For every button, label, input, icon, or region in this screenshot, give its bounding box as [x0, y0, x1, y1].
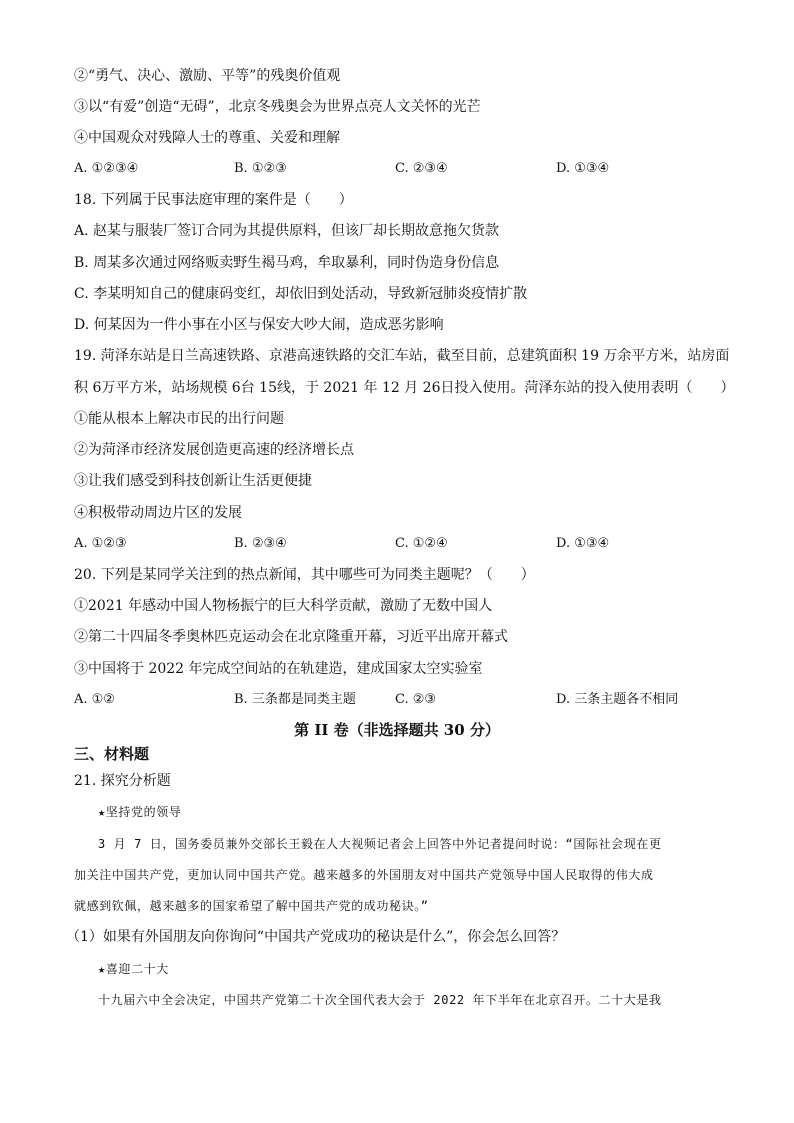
q20-stem: 20. 下列是某同学关注到的热点新闻，其中哪些可为同类主题呢？（ ） [74, 567, 535, 583]
q20-option-c[interactable]: C. ②③ [395, 692, 437, 707]
q17-item-2: ②“勇气、决心、激励、平等”的残奥价值观 [74, 68, 341, 84]
q21-material-1-heading: ★坚持党的领导 [98, 805, 182, 819]
q17-item-3: ③以“有爱”创造“无碍”，北京冬残奥会为世界点亮人文关怀的光芒 [74, 99, 481, 115]
q19-item-2: ②为菏泽市经济发展创造更高速的经济增长点 [74, 442, 354, 458]
q19-item-1: ①能从根本上解决市民的出行问题 [74, 411, 284, 427]
q19-option-b[interactable]: B. ②③④ [234, 536, 287, 551]
q17-item-4: ④中国观众对残障人士的尊重、关爱和理解 [74, 130, 340, 146]
q18-option-c[interactable]: C. 李某明知自己的健康码变红，却依旧到处活动，导致新冠肺炎疫情扩散 [74, 286, 528, 302]
q20-item-2: ②第二十四届冬季奥林匹克运动会在北京隆重开幕，习近平出席开幕式 [74, 629, 508, 645]
q21-material-1-line-1: 3 月 7 日，国务委员兼外交部长王毅在人大视频记者会上回答中外记者提问时说：“国际社会现在更 [98, 837, 662, 851]
q19-option-d[interactable]: D. ①③④ [556, 536, 610, 551]
q20-option-d[interactable]: D. 三条主题各不相同 [556, 692, 679, 707]
q19-item-4: ④积极带动周边片区的发展 [74, 505, 242, 521]
q17-option-c[interactable]: C. ②③④ [395, 161, 448, 176]
q19-option-c[interactable]: C. ①②④ [395, 536, 448, 551]
q19-item-3: ③让我们感受到科技创新让生活更便捷 [74, 473, 312, 489]
q18-option-a[interactable]: A. 赵某与服装厂签订合同为其提供原料，但该厂却长期故意拖欠货款 [74, 223, 500, 239]
q18-option-d[interactable]: D. 何某因为一件小事在小区与保安大吵大闹，造成恶劣影响 [74, 317, 444, 333]
q21-material-1-line-2: 加关注中国共产党，更加认同中国共产党。越来越多的外国朋友对中国共产党领导中国人民取得的伟大成 [74, 868, 654, 882]
q21-material-2-heading: ★喜迎二十大 [98, 962, 169, 976]
q20-option-a[interactable]: A. ①② [74, 692, 115, 707]
q18-stem: 18. 下列属于民事法庭审理的案件是（ ） [74, 192, 353, 208]
q20-item-1: ①2021 年感动中国人物杨振宁的巨大科学贡献，激励了无数中国人 [74, 598, 493, 614]
q17-option-a[interactable]: A. ①②③④ [74, 161, 139, 176]
q21-material-2-line-1: 十九届六中全会决定，中国共产党第二十次全国代表大会于 2022 年下半年在北京召开。二十大是我 [98, 993, 662, 1007]
q19-stem-line-2: 积 6万平方米，站场规模 6台 15线，于 2021 年 12 月 26日投入使用。菏泽东站的投入使用表明（ ） [74, 380, 735, 396]
q20-option-b[interactable]: B. 三条都是同类主题 [234, 692, 356, 707]
q18-option-b[interactable]: B. 周某多次通过网络贩卖野生褐马鸡，牟取暴利，同时伪造身份信息 [74, 255, 500, 271]
q19-stem-line-1: 19. 菏泽东站是日兰高速铁路、京港高速铁路的交汇车站，截至目前，总建筑面积 19 万余平方米，站房面 [74, 348, 730, 364]
q19-option-a[interactable]: A. ①②③ [74, 536, 127, 551]
part-heading: 三、材料题 [74, 745, 150, 763]
q17-option-d[interactable]: D. ①③④ [556, 161, 610, 176]
q21-sub-question-1: （1）如果有外国朋友向你询问“中国共产党成功的秘诀是什么”，你会怎么回答？ [66, 929, 566, 945]
q21-material-1-line-3: 就感到钦佩，越来越多的国家希望了解中国共产党的成功秘诀。” [74, 899, 429, 913]
section-title: 第 II 卷（非选择题共 30 分） [294, 721, 500, 739]
q17-option-b[interactable]: B. ①②③ [234, 161, 287, 176]
q21-title: 21. 探究分析题 [74, 773, 171, 789]
q20-item-3: ③中国将于 2022 年完成空间站的在轨建造，建成国家太空实验室 [74, 661, 483, 677]
